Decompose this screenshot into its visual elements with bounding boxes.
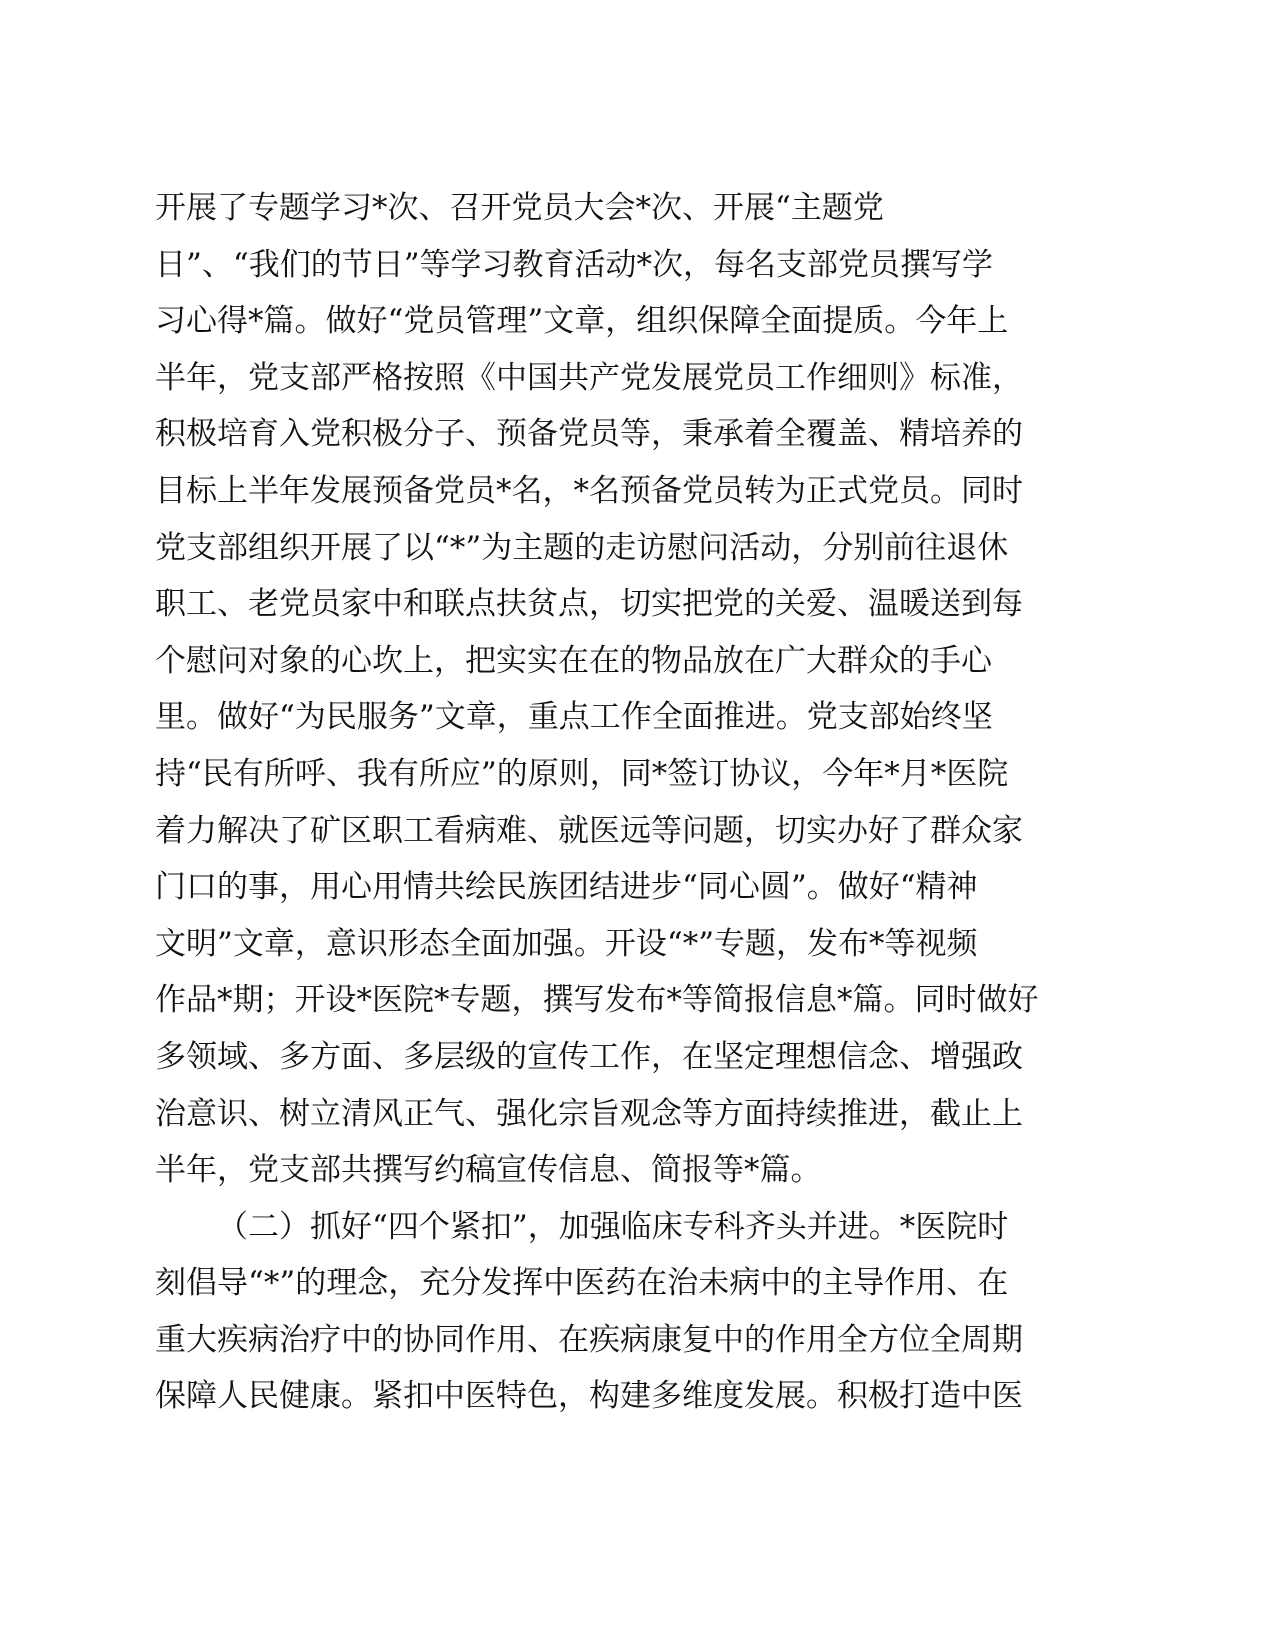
text-line: 半年，党支部共撰写约稿宣传信息、简报等*篇。 <box>155 1152 822 1189</box>
text-line: 里。做好“为民服务”文章，重点工作全面推进。党支部始终坚 <box>155 699 993 736</box>
text-line: 党支部组织开展了以“*”为主题的走访慰问活动，分别前往退休 <box>155 529 1009 566</box>
text-line: 刻倡导“*”的理念，充分发挥中医药在治未病中的主导作用、在 <box>155 1265 1009 1302</box>
text-line: 半年，党支部严格按照《中国共产党发展党员工作细则》标准， <box>155 359 1023 396</box>
text-line: 多领域、多方面、多层级的宣传工作，在坚定理想信念、增强政 <box>155 1038 1023 1075</box>
text-line: 目标上半年发展预备党员*名，*名预备党员转为正式党员。同时 <box>155 472 1023 509</box>
text-line: 持“民有所呼、我有所应”的原则，同*签订协议，今年*月*医院 <box>155 755 1009 792</box>
text-line: 文明”文章，意识形态全面加强。开设“*”专题，发布*等视频 <box>155 925 978 962</box>
section-heading-line: （二）抓好“四个紧扣”，加强临床专科齐头并进。*医院时 <box>217 1208 1009 1245</box>
text-line: 作品*期；开设*医院*专题，撰写发布*等简报信息*篇。同时做好 <box>155 982 1039 1019</box>
body-text <box>155 180 1105 1425</box>
text-line: 保障人民健康。紧扣中医特色，构建多维度发展。积极打造中医 <box>155 1378 1023 1415</box>
text-line: 开展了专题学习*次、召开党员大会*次、开展“主题党 <box>155 190 884 226</box>
text-line: 日”、“我们的节日”等学习教育活动*次，每名支部党员撰写学 <box>155 246 994 283</box>
text-line: 职工、老党员家中和联点扶贫点，切实把党的关爱、温暖送到每 <box>155 586 1023 623</box>
text-line: 治意识、树立清风正气、强化宗旨观念等方面持续推进，截止上 <box>155 1095 1023 1132</box>
text-line: 积极培育入党积极分子、预备党员等，秉承着全覆盖、精培养的 <box>155 416 1023 453</box>
text-line: 着力解决了矿区职工看病难、就医远等问题，切实办好了群众家 <box>155 812 1023 849</box>
text-line: 重大疾病治疗中的协同作用、在疾病康复中的作用全方位全周期 <box>155 1321 1023 1358</box>
text-line: 习心得*篇。做好“党员管理”文章，组织保障全面提质。今年上 <box>155 303 1009 340</box>
text-line: 个慰问对象的心坎上，把实实在在的物品放在广大群众的手心 <box>155 642 992 679</box>
text-line: 门口的事，用心用情共绘民族团结进步“同心圆”。做好“精神 <box>155 869 978 906</box>
